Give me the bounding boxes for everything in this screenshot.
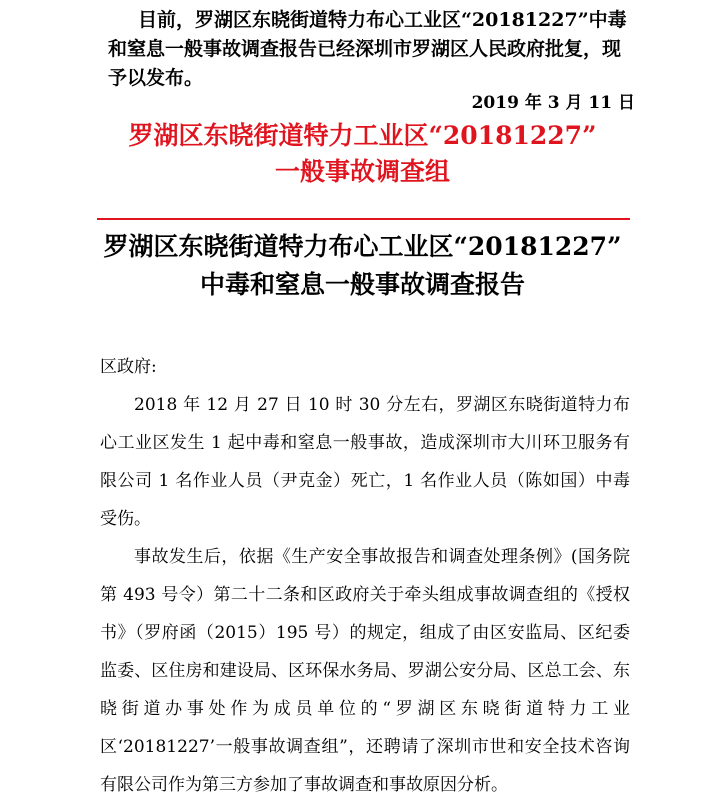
- salutation: 区政府:: [100, 357, 157, 377]
- report-title: [95, 228, 630, 304]
- issuer-line-2: 一般事故调查组: [274, 157, 450, 186]
- report-title-line-2: 中毒和窒息一般事故调查报告: [199, 270, 525, 299]
- red-divider: [97, 218, 630, 220]
- publication-notice: [108, 6, 630, 93]
- approval-date: 2019 年 3 月 11 日: [471, 93, 635, 113]
- notice-text: 目前，罗湖区东晓街道特力布心工业区“20181227”中毒和窒息一般事故调查报告已经深圳市罗湖区人民政府批复，现予以发布。: [108, 9, 627, 89]
- report-title-line-1: 罗湖区东晓街道特力布心工业区“20181227”: [103, 232, 622, 261]
- issuer-heading: [95, 118, 630, 190]
- paragraph-investigation-team: 事故发生后，依据《生产安全事故报告和调查处理条例》(国务院第 493 号令）第二十二条和区政府关于牵头组成事故调查组的《授权书》（罗府函（2015）195 号）的规定，组成了由区安监局、区纪委监委、区住房和建设局、区环保水务局、罗湖公安分局、区总工会、东晓街道办事处作为成员单位的“罗湖区东晓街道特力工业区‘20181227’一般事故调查组”，还聘请了深圳市世和安全技术咨询有限公司作为第三方参加了事故调查和事故原因分析。: [100, 547, 630, 795]
- issuer-line-1: 罗湖区东晓街道特力工业区“20181227”: [128, 121, 597, 150]
- report-body: [100, 348, 630, 804]
- paragraph-incident-summary: 2018 年 12 月 27 日 10 时 30 分左右，罗湖区东晓街道特力布心工业区发生 1 起中毒和窒息一般事故，造成深圳市大川环卫服务有限公司 1 名作业人员（尹克金）死亡，1 名作业人员（陈如国）中毒受伤。: [100, 395, 630, 529]
